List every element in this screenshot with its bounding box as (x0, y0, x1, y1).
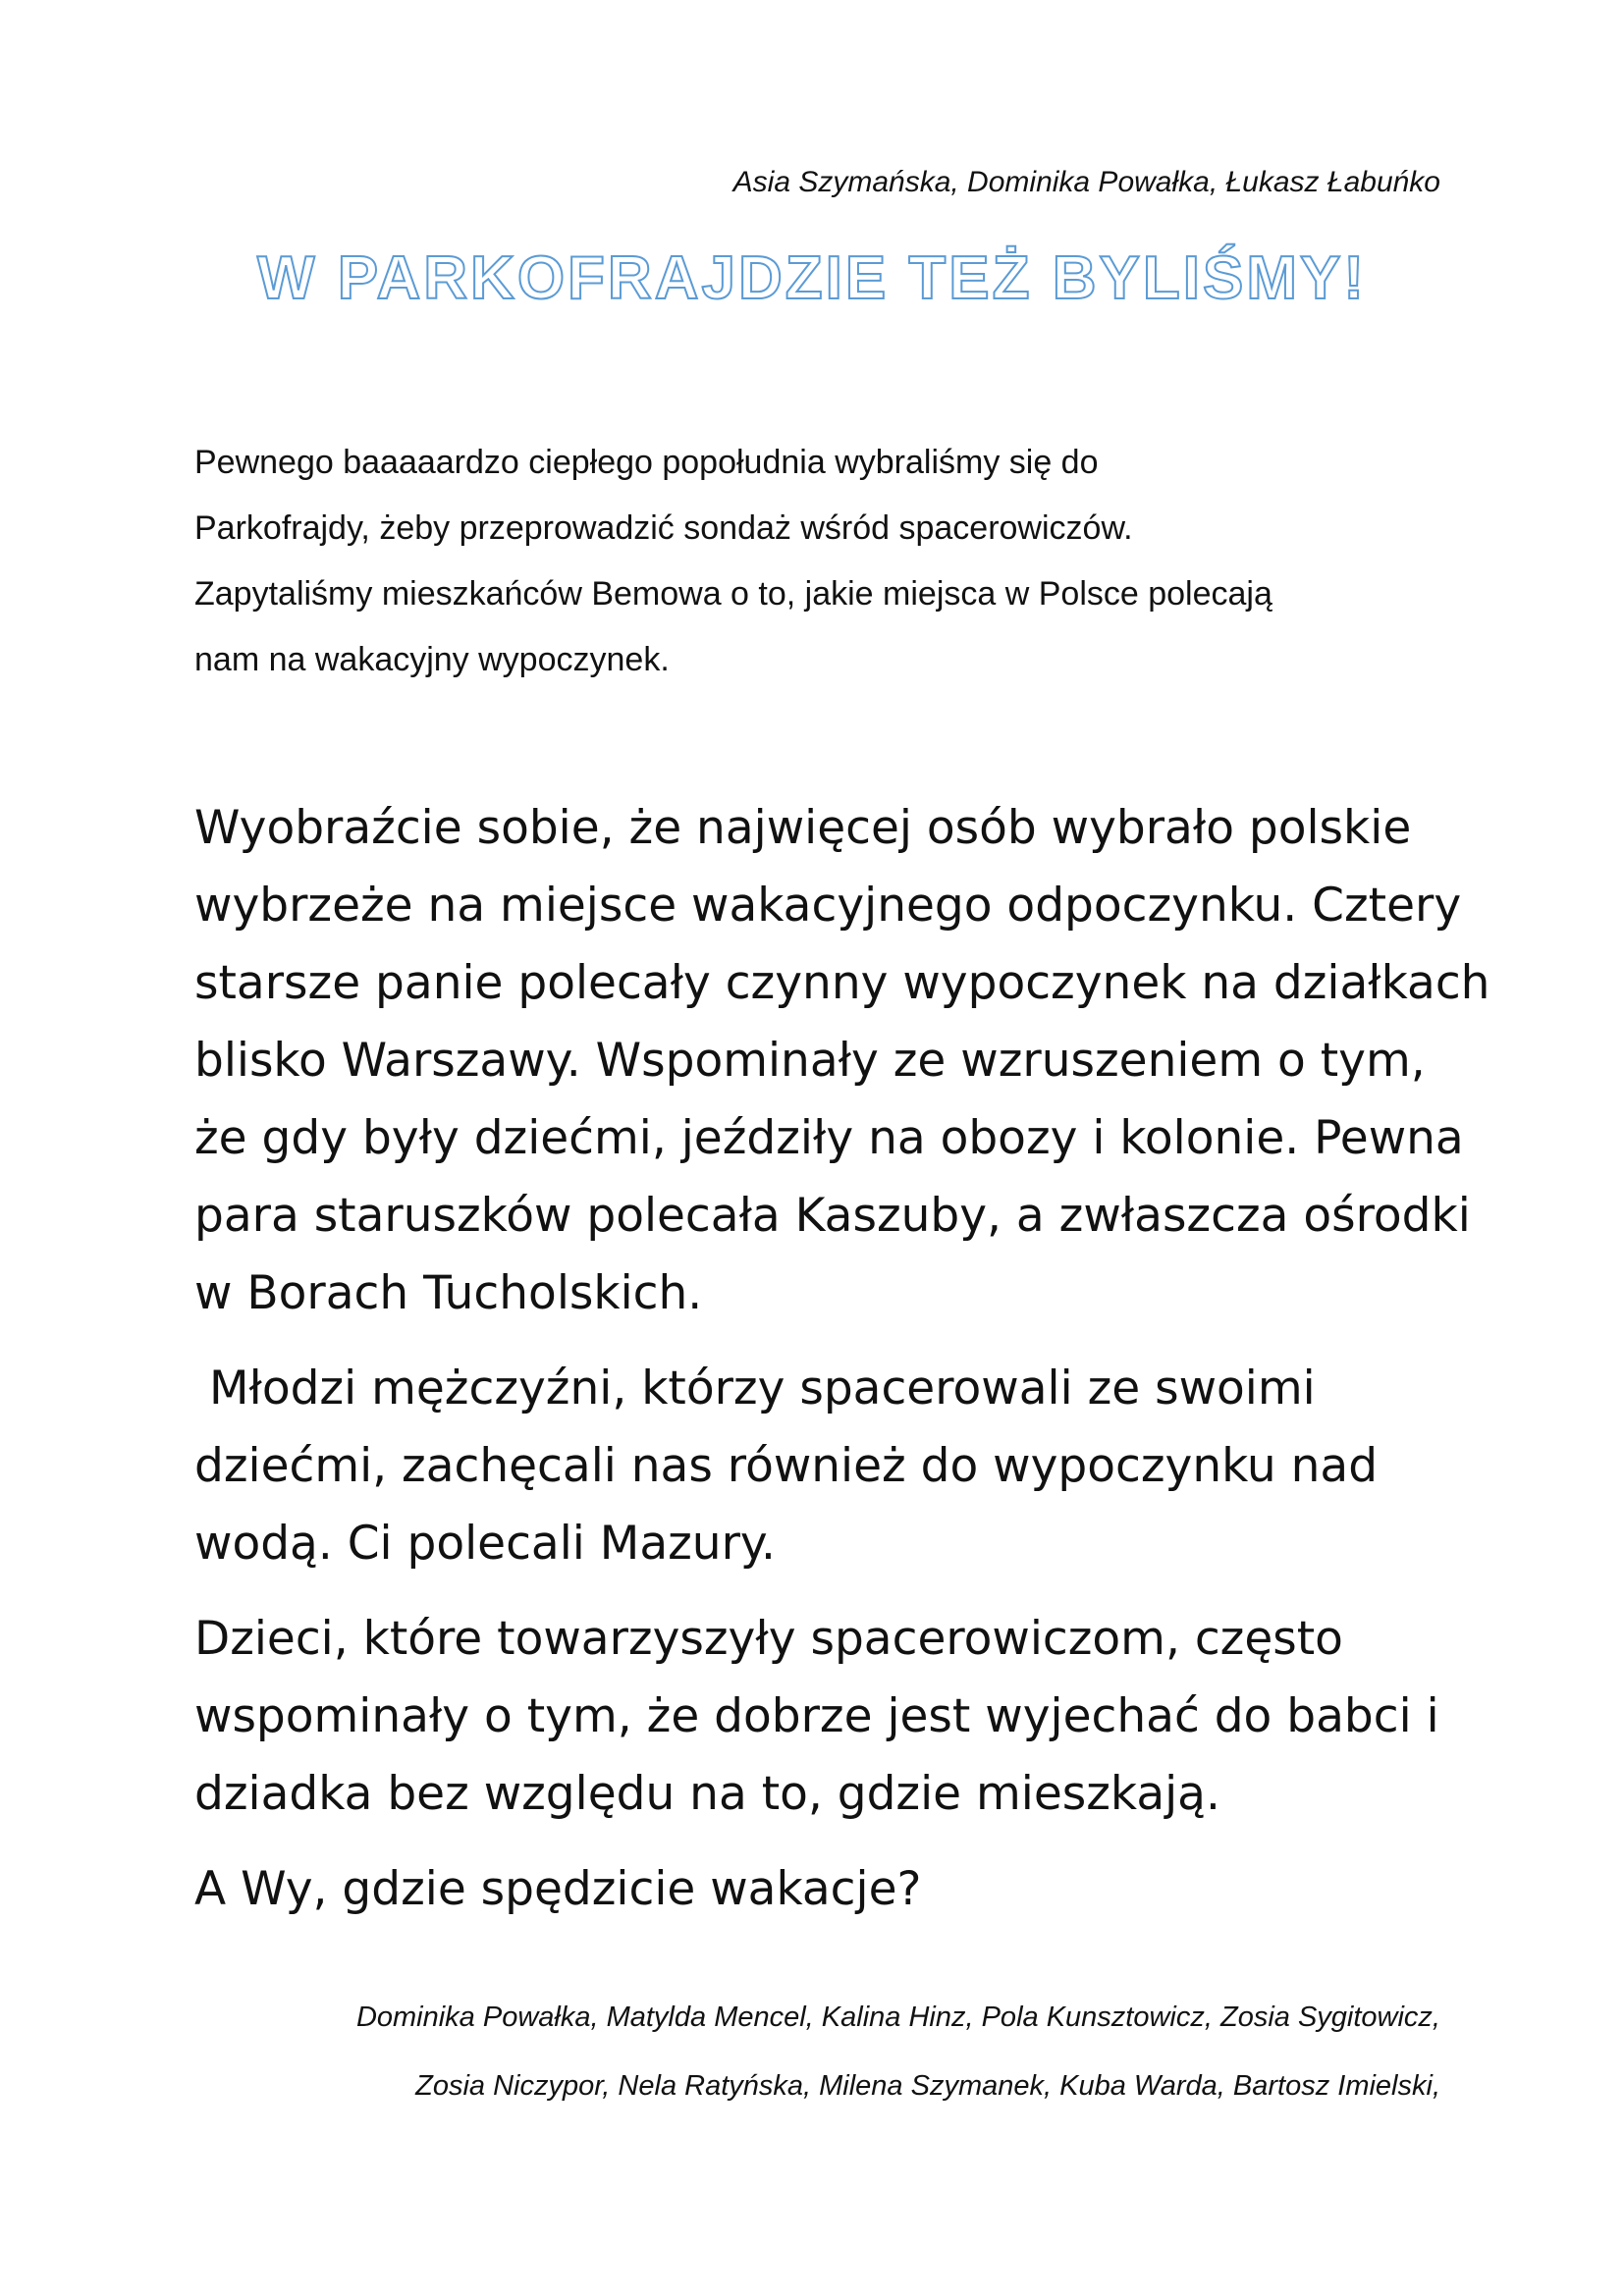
body-paragraph-4 (194, 1850, 1471, 1928)
page-title: W PARKOFRAJDZIE TEŻ BYLIŚMY! (257, 244, 1367, 312)
body-line: A Wy, gdzie spędzicie wakacje? (194, 1862, 922, 1916)
body-line: para staruszków polecała Kaszuby, a zwłaszcza ośrodki (194, 1189, 1471, 1243)
body-line: blisko Warszawy. Wspominały ze wzruszeniem o tym, (194, 1034, 1426, 1088)
body-line: Młodzi mężczyźni, którzy spacerowali ze swoimi (194, 1362, 1316, 1415)
body-line: dziećmi, zachęcali nas również do wypoczynku nad (194, 1439, 1379, 1493)
body-line: wodą. Ci polecali Mazury. (194, 1517, 776, 1571)
body-line: Wyobraźcie sobie, że najwięcej osób wybrało polskie (194, 801, 1412, 855)
body-paragraph-1 (194, 789, 1490, 1332)
header-authors: Asia Szymańska, Dominika Powałka, Łukasz Łabuńko (732, 166, 1440, 198)
body-line: Dzieci, które towarzyszyły spacerowiczom, często (194, 1612, 1343, 1666)
article-body (194, 789, 1490, 1946)
body-paragraph-3 (194, 1600, 1471, 1833)
body-line: że gdy były dziećmi, jeździły na obozy i kolonie. Pewna (194, 1111, 1464, 1165)
body-line: wspominały o tym, że dobrze jest wyjechać do babci i (194, 1689, 1439, 1743)
intro-line: Zapytaliśmy mieszkańców Bemowa o to, jakie miejsca w Polsce polecają (194, 575, 1272, 613)
body-paragraph-2 (194, 1350, 1471, 1582)
body-line: wybrzeże na miejsce wakacyjnego odpoczynku. Cztery (194, 879, 1462, 933)
body-line: w Borach Tucholskich. (194, 1266, 703, 1320)
signers-line: Zosia Niczypor, Nela Ratyńska, Milena Szymanek, Kuba Warda, Bartosz Imielski, (415, 2070, 1440, 2102)
intro-line: nam na wakacyjny wypoczynek. (194, 641, 670, 678)
body-line: starsze panie polecały czynny wypoczynek na działkach (194, 956, 1490, 1010)
intro-line: Parkofrajdy, żeby przeprowadzić sondaż wśród spacerowiczów. (194, 509, 1133, 547)
signers-list (356, 1983, 1440, 2120)
body-line: dziadka bez względu na to, gdzie mieszkają. (194, 1767, 1220, 1821)
signers-line: Dominika Powałka, Matylda Mencel, Kalina Hinz, Pola Kunsztowicz, Zosia Sygitowicz, (355, 2002, 1440, 2033)
intro-line: Pewnego baaaaardzo ciepłego popołudnia wybraliśmy się do (194, 444, 1099, 481)
intro-paragraph (194, 430, 1461, 693)
